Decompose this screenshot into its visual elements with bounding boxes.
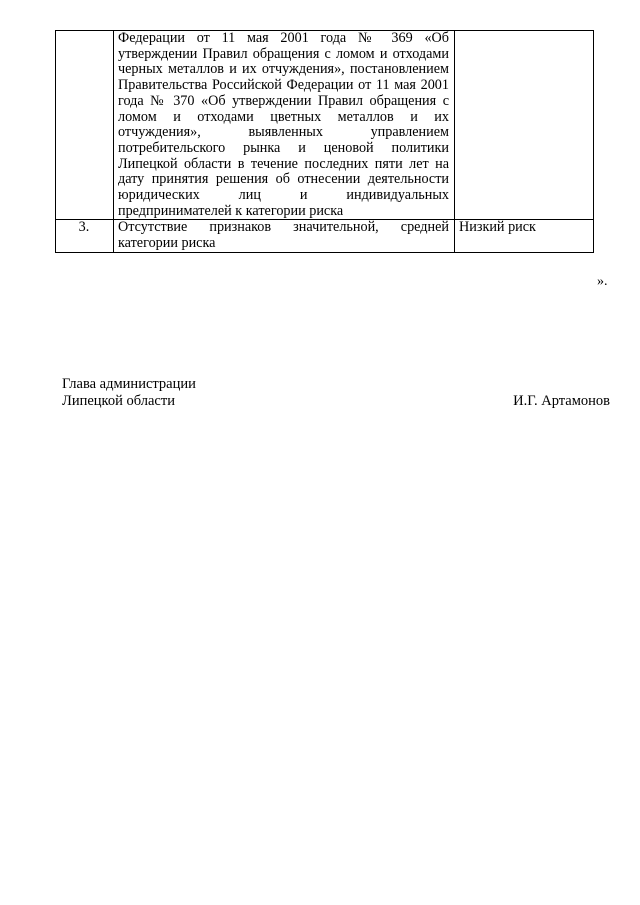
row-number-cell: 3. bbox=[56, 220, 114, 252]
criteria-table bbox=[55, 30, 594, 253]
signatory-title-line2: Липецкой области bbox=[62, 393, 175, 409]
row-number-cell bbox=[56, 31, 114, 220]
closing-quote: ». bbox=[597, 274, 608, 289]
table-row bbox=[56, 220, 594, 252]
signature-row bbox=[62, 393, 610, 410]
row-risk-cell bbox=[455, 31, 594, 220]
table-row bbox=[56, 31, 594, 220]
signature-block bbox=[62, 376, 610, 410]
row-risk-cell: Низкий риск bbox=[455, 220, 594, 252]
row-description-cell: Федерации от 11 мая 2001 года № 369 «Об утверждении Правил обращения с ломом и отходами черных металлов и их отчуждения», постановлением Правительства Российской Федерации от 11 мая 2001 года № 370 «Об утверждении Правил обращения с ломом и отходами цветных металлов и их отчуждения», выявленных управлением потребительского рынка и ценовой политики Липецкой области в течение последних пяти лет на дату принятия решения об отнесении деятельности юридических лиц и индивидуальных предпринимателей к категории риска bbox=[114, 31, 455, 220]
signatory-title-line1: Глава администрации bbox=[62, 376, 196, 392]
row-description-cell: Отсутствие признаков значительной, средней категории риска bbox=[114, 220, 455, 252]
signatory-name: И.Г. Артамонов bbox=[513, 393, 610, 409]
